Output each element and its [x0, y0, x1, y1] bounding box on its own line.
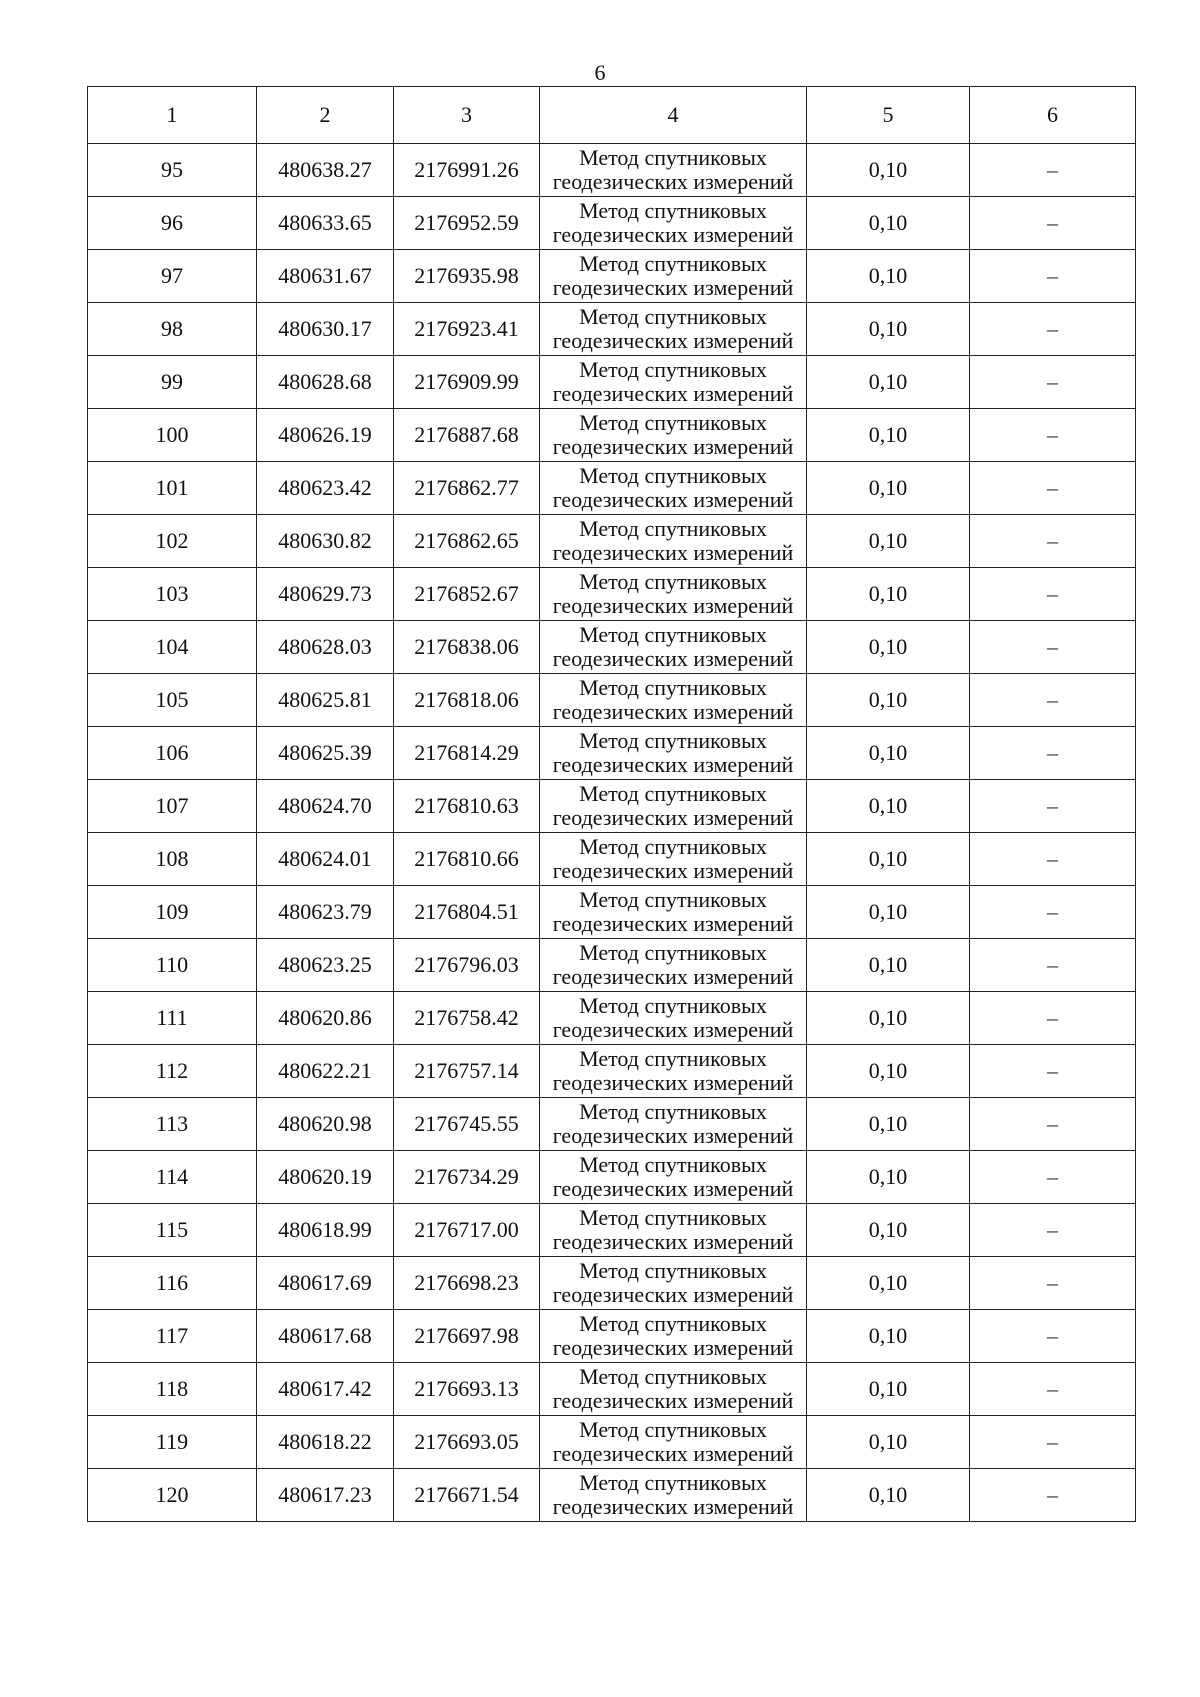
y-coordinate-cell: 2176814.29 [394, 727, 540, 780]
method-line-1: Метод спутниковых [579, 781, 767, 806]
method-cell [540, 992, 807, 1045]
table-row [88, 356, 1136, 409]
x-coordinate-cell: 480617.69 [257, 1257, 394, 1310]
note-cell: – [970, 1151, 1136, 1204]
point-number-cell: 98 [88, 303, 257, 356]
method-cell [540, 1204, 807, 1257]
note-cell: – [970, 568, 1136, 621]
method-cell [540, 197, 807, 250]
table-row [88, 1469, 1136, 1522]
x-coordinate-cell: 480630.17 [257, 303, 394, 356]
y-coordinate-cell: 2176804.51 [394, 886, 540, 939]
note-cell: – [970, 356, 1136, 409]
point-number-cell: 107 [88, 780, 257, 833]
note-cell: – [970, 1416, 1136, 1469]
method-line-2: геодезических измерений [552, 328, 794, 353]
point-number-cell: 97 [88, 250, 257, 303]
table-row [88, 886, 1136, 939]
method-line-1: Метод спутниковых [579, 728, 767, 753]
note-cell: – [970, 1204, 1136, 1257]
header-col-6: 6 [970, 87, 1136, 144]
note-cell: – [970, 621, 1136, 674]
accuracy-cell: 0,10 [807, 833, 970, 886]
note-cell: – [970, 727, 1136, 780]
accuracy-cell: 0,10 [807, 939, 970, 992]
table-row [88, 144, 1136, 197]
note-cell: – [970, 1045, 1136, 1098]
method-line-1: Метод спутниковых [579, 198, 767, 223]
y-coordinate-cell: 2176810.66 [394, 833, 540, 886]
method-line-1: Метод спутниковых [579, 569, 767, 594]
method-cell [540, 356, 807, 409]
point-number-cell: 105 [88, 674, 257, 727]
method-line-1: Метод спутниковых [579, 1470, 767, 1495]
y-coordinate-cell: 2176952.59 [394, 197, 540, 250]
table-row [88, 409, 1136, 462]
accuracy-cell: 0,10 [807, 727, 970, 780]
accuracy-cell: 0,10 [807, 409, 970, 462]
table-row [88, 515, 1136, 568]
method-line-2: геодезических измерений [552, 964, 794, 989]
x-coordinate-cell: 480628.03 [257, 621, 394, 674]
point-number-cell: 101 [88, 462, 257, 515]
accuracy-cell: 0,10 [807, 197, 970, 250]
method-line-2: геодезических измерений [552, 1017, 794, 1042]
method-line-2: геодезических измерений [552, 1335, 794, 1360]
accuracy-cell: 0,10 [807, 462, 970, 515]
method-cell [540, 1363, 807, 1416]
x-coordinate-cell: 480620.98 [257, 1098, 394, 1151]
y-coordinate-cell: 2176796.03 [394, 939, 540, 992]
y-coordinate-cell: 2176852.67 [394, 568, 540, 621]
accuracy-cell: 0,10 [807, 1310, 970, 1363]
header-col-1: 1 [88, 87, 257, 144]
table-row [88, 1416, 1136, 1469]
method-cell [540, 250, 807, 303]
table-row [88, 674, 1136, 727]
method-line-2: геодезических измерений [552, 540, 794, 565]
header-row [88, 87, 1136, 144]
y-coordinate-cell: 2176717.00 [394, 1204, 540, 1257]
method-cell [540, 144, 807, 197]
table-row [88, 1257, 1136, 1310]
x-coordinate-cell: 480623.79 [257, 886, 394, 939]
x-coordinate-cell: 480617.42 [257, 1363, 394, 1416]
accuracy-cell: 0,10 [807, 1257, 970, 1310]
table-row [88, 1151, 1136, 1204]
y-coordinate-cell: 2176810.63 [394, 780, 540, 833]
table-row [88, 462, 1136, 515]
method-line-2: геодезических измерений [552, 752, 794, 777]
method-cell [540, 621, 807, 674]
y-coordinate-cell: 2176734.29 [394, 1151, 540, 1204]
header-col-2: 2 [257, 87, 394, 144]
x-coordinate-cell: 480638.27 [257, 144, 394, 197]
note-cell: – [970, 1469, 1136, 1522]
table-row [88, 833, 1136, 886]
method-line-2: геодезических измерений [552, 858, 794, 883]
point-number-cell: 119 [88, 1416, 257, 1469]
note-cell: – [970, 1257, 1136, 1310]
x-coordinate-cell: 480620.19 [257, 1151, 394, 1204]
table-row [88, 939, 1136, 992]
point-number-cell: 117 [88, 1310, 257, 1363]
method-line-1: Метод спутниковых [579, 622, 767, 647]
point-number-cell: 115 [88, 1204, 257, 1257]
y-coordinate-cell: 2176698.23 [394, 1257, 540, 1310]
accuracy-cell: 0,10 [807, 1416, 970, 1469]
table-row [88, 780, 1136, 833]
y-coordinate-cell: 2176693.05 [394, 1416, 540, 1469]
method-line-1: Метод спутниковых [579, 463, 767, 488]
table-row [88, 992, 1136, 1045]
x-coordinate-cell: 480618.99 [257, 1204, 394, 1257]
accuracy-cell: 0,10 [807, 1469, 970, 1522]
table-row [88, 303, 1136, 356]
note-cell: – [970, 992, 1136, 1045]
y-coordinate-cell: 2176935.98 [394, 250, 540, 303]
method-line-2: геодезических измерений [552, 1494, 794, 1519]
note-cell: – [970, 515, 1136, 568]
y-coordinate-cell: 2176991.26 [394, 144, 540, 197]
method-line-2: геодезических измерений [552, 1123, 794, 1148]
method-cell [540, 462, 807, 515]
method-line-2: геодезических измерений [552, 646, 794, 671]
method-cell [540, 939, 807, 992]
method-line-2: геодезических измерений [552, 487, 794, 512]
accuracy-cell: 0,10 [807, 1045, 970, 1098]
method-cell [540, 1045, 807, 1098]
method-line-2: геодезических измерений [552, 1229, 794, 1254]
table-row [88, 621, 1136, 674]
point-number-cell: 95 [88, 144, 257, 197]
coordinates-table [87, 86, 1136, 1522]
y-coordinate-cell: 2176838.06 [394, 621, 540, 674]
accuracy-cell: 0,10 [807, 1363, 970, 1416]
method-line-2: геодезических измерений [552, 1070, 794, 1095]
x-coordinate-cell: 480622.21 [257, 1045, 394, 1098]
note-cell: – [970, 939, 1136, 992]
x-coordinate-cell: 480618.22 [257, 1416, 394, 1469]
method-cell [540, 1310, 807, 1363]
point-number-cell: 108 [88, 833, 257, 886]
method-cell [540, 780, 807, 833]
method-line-1: Метод спутниковых [579, 357, 767, 382]
method-cell [540, 886, 807, 939]
point-number-cell: 109 [88, 886, 257, 939]
method-line-2: геодезических измерений [552, 699, 794, 724]
method-cell [540, 303, 807, 356]
method-cell [540, 1098, 807, 1151]
table-row [88, 1098, 1136, 1151]
method-cell [540, 1469, 807, 1522]
header-col-3: 3 [394, 87, 540, 144]
method-line-1: Метод спутниковых [579, 304, 767, 329]
point-number-cell: 96 [88, 197, 257, 250]
method-line-2: геодезических измерений [552, 434, 794, 459]
point-number-cell: 118 [88, 1363, 257, 1416]
table-row [88, 727, 1136, 780]
method-cell [540, 1151, 807, 1204]
point-number-cell: 102 [88, 515, 257, 568]
table-row [88, 197, 1136, 250]
point-number-cell: 112 [88, 1045, 257, 1098]
method-line-2: геодезических измерений [552, 1176, 794, 1201]
y-coordinate-cell: 2176697.98 [394, 1310, 540, 1363]
method-line-1: Метод спутниковых [579, 1099, 767, 1124]
method-line-1: Метод спутниковых [579, 1152, 767, 1177]
method-line-2: геодезических измерений [552, 222, 794, 247]
method-line-1: Метод спутниковых [579, 410, 767, 435]
method-cell [540, 833, 807, 886]
accuracy-cell: 0,10 [807, 303, 970, 356]
y-coordinate-cell: 2176693.13 [394, 1363, 540, 1416]
accuracy-cell: 0,10 [807, 144, 970, 197]
x-coordinate-cell: 480629.73 [257, 568, 394, 621]
y-coordinate-cell: 2176887.68 [394, 409, 540, 462]
note-cell: – [970, 409, 1136, 462]
method-line-2: геодезических измерений [552, 911, 794, 936]
method-line-1: Метод спутниковых [579, 145, 767, 170]
y-coordinate-cell: 2176923.41 [394, 303, 540, 356]
header-col-5: 5 [807, 87, 970, 144]
method-line-2: геодезических измерений [552, 381, 794, 406]
method-line-1: Метод спутниковых [579, 940, 767, 965]
method-cell [540, 1257, 807, 1310]
y-coordinate-cell: 2176745.55 [394, 1098, 540, 1151]
accuracy-cell: 0,10 [807, 356, 970, 409]
method-line-2: геодезических измерений [552, 275, 794, 300]
table-row [88, 1045, 1136, 1098]
x-coordinate-cell: 480626.19 [257, 409, 394, 462]
x-coordinate-cell: 480625.39 [257, 727, 394, 780]
point-number-cell: 120 [88, 1469, 257, 1522]
x-coordinate-cell: 480625.81 [257, 674, 394, 727]
table-body [88, 144, 1136, 1522]
point-number-cell: 111 [88, 992, 257, 1045]
table-row [88, 1204, 1136, 1257]
point-number-cell: 110 [88, 939, 257, 992]
note-cell: – [970, 780, 1136, 833]
accuracy-cell: 0,10 [807, 886, 970, 939]
point-number-cell: 116 [88, 1257, 257, 1310]
accuracy-cell: 0,10 [807, 992, 970, 1045]
accuracy-cell: 0,10 [807, 515, 970, 568]
note-cell: – [970, 833, 1136, 886]
accuracy-cell: 0,10 [807, 780, 970, 833]
accuracy-cell: 0,10 [807, 568, 970, 621]
y-coordinate-cell: 2176757.14 [394, 1045, 540, 1098]
method-cell [540, 515, 807, 568]
point-number-cell: 103 [88, 568, 257, 621]
note-cell: – [970, 1310, 1136, 1363]
method-line-2: геодезических измерений [552, 805, 794, 830]
note-cell: – [970, 250, 1136, 303]
note-cell: – [970, 1098, 1136, 1151]
x-coordinate-cell: 480630.82 [257, 515, 394, 568]
method-line-2: геодезических измерений [552, 1282, 794, 1307]
accuracy-cell: 0,10 [807, 1151, 970, 1204]
point-number-cell: 113 [88, 1098, 257, 1151]
accuracy-cell: 0,10 [807, 674, 970, 727]
x-coordinate-cell: 480628.68 [257, 356, 394, 409]
x-coordinate-cell: 480623.25 [257, 939, 394, 992]
method-line-2: геодезических измерений [552, 593, 794, 618]
method-line-2: геодезических измерений [552, 169, 794, 194]
accuracy-cell: 0,10 [807, 1204, 970, 1257]
method-line-1: Метод спутниковых [579, 1205, 767, 1230]
x-coordinate-cell: 480633.65 [257, 197, 394, 250]
point-number-cell: 100 [88, 409, 257, 462]
y-coordinate-cell: 2176818.06 [394, 674, 540, 727]
method-line-1: Метод спутниковых [579, 516, 767, 541]
method-line-1: Метод спутниковых [579, 1364, 767, 1389]
method-line-1: Метод спутниковых [579, 887, 767, 912]
note-cell: – [970, 886, 1136, 939]
accuracy-cell: 0,10 [807, 621, 970, 674]
method-cell [540, 1416, 807, 1469]
method-line-1: Метод спутниковых [579, 1311, 767, 1336]
x-coordinate-cell: 480631.67 [257, 250, 394, 303]
note-cell: – [970, 197, 1136, 250]
point-number-cell: 104 [88, 621, 257, 674]
method-line-1: Метод спутниковых [579, 251, 767, 276]
method-line-1: Метод спутниковых [579, 1417, 767, 1442]
note-cell: – [970, 674, 1136, 727]
x-coordinate-cell: 480620.86 [257, 992, 394, 1045]
table-row [88, 568, 1136, 621]
method-cell [540, 674, 807, 727]
method-line-2: геодезических измерений [552, 1388, 794, 1413]
x-coordinate-cell: 480617.23 [257, 1469, 394, 1522]
accuracy-cell: 0,10 [807, 1098, 970, 1151]
y-coordinate-cell: 2176758.42 [394, 992, 540, 1045]
method-line-1: Метод спутниковых [579, 834, 767, 859]
page-number: 6 [594, 60, 606, 85]
table-row [88, 1310, 1136, 1363]
point-number-cell: 106 [88, 727, 257, 780]
method-line-1: Метод спутниковых [579, 993, 767, 1018]
table-row [88, 250, 1136, 303]
note-cell: – [970, 1363, 1136, 1416]
x-coordinate-cell: 480623.42 [257, 462, 394, 515]
x-coordinate-cell: 480624.70 [257, 780, 394, 833]
x-coordinate-cell: 480624.01 [257, 833, 394, 886]
point-number-cell: 114 [88, 1151, 257, 1204]
method-cell [540, 727, 807, 780]
note-cell: – [970, 144, 1136, 197]
method-cell [540, 568, 807, 621]
note-cell: – [970, 462, 1136, 515]
method-line-1: Метод спутниковых [579, 1046, 767, 1071]
y-coordinate-cell: 2176862.77 [394, 462, 540, 515]
method-line-1: Метод спутниковых [579, 1258, 767, 1283]
table-row [88, 1363, 1136, 1416]
point-number-cell: 99 [88, 356, 257, 409]
method-line-2: геодезических измерений [552, 1441, 794, 1466]
header-col-4: 4 [540, 87, 807, 144]
method-cell [540, 409, 807, 462]
accuracy-cell: 0,10 [807, 250, 970, 303]
y-coordinate-cell: 2176909.99 [394, 356, 540, 409]
x-coordinate-cell: 480617.68 [257, 1310, 394, 1363]
y-coordinate-cell: 2176862.65 [394, 515, 540, 568]
y-coordinate-cell: 2176671.54 [394, 1469, 540, 1522]
method-line-1: Метод спутниковых [579, 675, 767, 700]
note-cell: – [970, 303, 1136, 356]
